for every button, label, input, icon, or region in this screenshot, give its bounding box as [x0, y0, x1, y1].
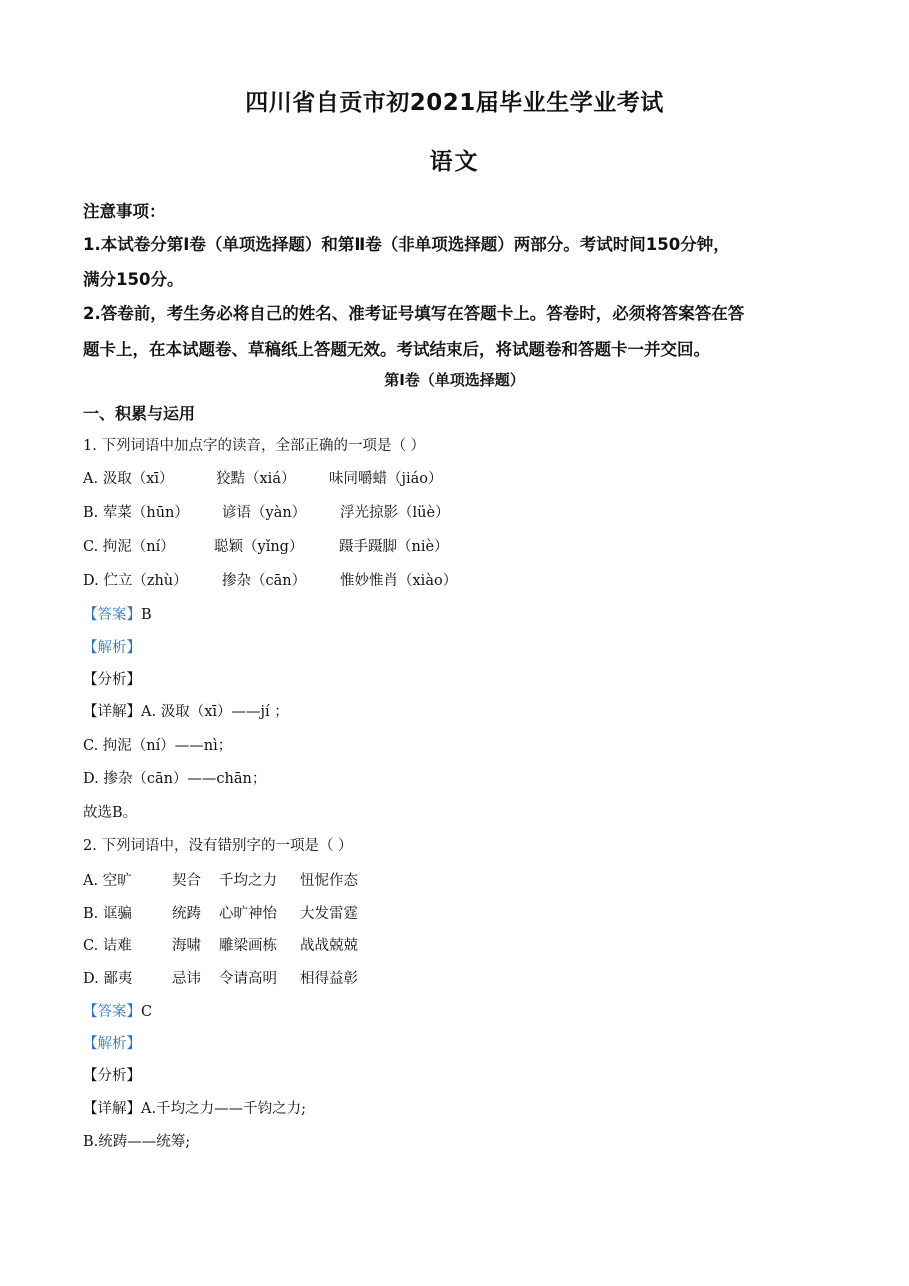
q2-option-c-w1: C. 诘难 — [83, 938, 132, 954]
q1-detail-3: D. 掺杂（cān）——chān； — [83, 771, 267, 787]
q1-fenxi: 【分析】 — [83, 672, 141, 688]
q1-option-d — [83, 569, 457, 590]
q1-detail-line1 — [83, 700, 289, 721]
q2-option-d-w1: D. 鄙夷 — [83, 971, 133, 987]
q1-option-b-w2: 谚语（yàn） — [222, 505, 307, 521]
subject-title: 语文 — [429, 149, 480, 175]
q2-option-c — [83, 934, 358, 955]
q2-option-d-w2: 忌讳 — [172, 971, 201, 987]
q1-detail-1: A. 汲取（xī）——jí ； — [141, 704, 289, 720]
q2-option-a-w1: A. 空旷 — [83, 873, 132, 889]
q1-option-d-w3: 惟妙惟肖（xiào） — [340, 573, 458, 589]
q2-analysis-tag: 【解析】 — [83, 1036, 141, 1052]
notice-item2-line1: 2.答卷前，考生务必将自己的姓名、准考证号填写在答题卡上。答卷时，必须将答案答在答 — [83, 304, 745, 323]
q1-option-d-w2: 掺杂（cān） — [222, 573, 307, 589]
q1-option-a-w2: 狡黠（xiá） — [216, 471, 296, 487]
q2-option-d — [83, 967, 358, 988]
q2-option-c-w3: 雕梁画栋 — [219, 938, 277, 954]
q2-detail-1: A.千均之力——千钧之力; — [141, 1101, 306, 1117]
q1-answer — [83, 603, 152, 624]
q1-detail-2: C. 拘泥（ní）——nì； — [83, 738, 233, 754]
exam-title: 四川省自贡市初2021届毕业生学业考试 — [245, 90, 664, 116]
notice-item1-line1: 1.本试卷分第Ⅰ卷（单项选择题）和第Ⅱ卷（非单项选择题）两部分。考试时间150分钟， — [83, 235, 730, 254]
q1-option-b-w3: 浮光掠影（lüè） — [340, 505, 450, 521]
q2-stem: 2. 下列词语中，没有错别字的一项是（ ） — [83, 838, 353, 854]
q1-option-d-w1: D. 伫立（zhù） — [83, 573, 188, 589]
q2-detail-2: B.统踌——统筹; — [83, 1134, 191, 1150]
q1-stem: 1. 下列词语中加点字的读音，全部正确的一项是（ ） — [83, 438, 426, 454]
q1-option-a — [83, 467, 443, 488]
q1-option-a-w3: 味同嚼蜡（jiáo） — [329, 471, 443, 487]
q1-conclusion: 故选B。 — [83, 805, 138, 821]
q1-option-b-w1: B. 荤菜（hūn） — [83, 505, 189, 521]
notice-heading: 注意事项： — [83, 202, 166, 221]
q1-detail-tag: 【详解】 — [83, 704, 141, 720]
notice-item2-line2: 题卡上，在本试题卷、草稿纸上答题无效。考试结束后，将试题卷和答题卡一并交回。 — [83, 340, 710, 359]
q1-option-c-w3: 蹑手蹑脚（niè） — [339, 539, 449, 555]
q1-option-a-w1: A. 汲取（xī） — [83, 471, 174, 487]
q1-option-c-w1: C. 拘泥（ní） — [83, 539, 175, 555]
q1-answer-value: B — [141, 607, 152, 623]
q2-option-b — [83, 902, 358, 923]
q1-option-c — [83, 535, 449, 556]
q1-option-b — [83, 501, 450, 522]
q2-option-c-w4: 战战兢兢 — [300, 938, 358, 954]
q2-option-b-w4: 大发雷霆 — [300, 906, 358, 922]
q2-option-c-w2: 海啸 — [172, 938, 201, 954]
q2-option-a-w2: 契合 — [172, 873, 201, 889]
q2-option-b-w2: 统踌 — [172, 906, 201, 922]
q2-fenxi: 【分析】 — [83, 1068, 141, 1084]
q2-option-d-w3: 令请高明 — [219, 971, 277, 987]
q2-option-a-w4: 忸怩作态 — [300, 873, 358, 889]
q2-detail-tag: 【详解】 — [83, 1101, 141, 1117]
volume-heading: 第Ⅰ卷（单项选择题） — [384, 371, 525, 389]
q2-answer-tag: 【答案】 — [83, 1004, 141, 1020]
q2-option-d-w4: 相得益彰 — [300, 971, 358, 987]
notice-item1-line2: 满分150分。 — [83, 270, 184, 289]
q1-answer-tag: 【答案】 — [83, 607, 141, 623]
q1-option-c-w2: 聪颖（yǐng） — [214, 539, 304, 555]
q2-detail-line1 — [83, 1097, 306, 1118]
q2-answer — [83, 1000, 152, 1021]
q2-option-b-w1: B. 诓骗 — [83, 906, 132, 922]
q1-analysis-tag: 【解析】 — [83, 640, 141, 656]
q2-option-a — [83, 869, 358, 890]
part-heading: 一、积累与运用 — [83, 404, 196, 423]
q2-answer-value: C — [141, 1004, 153, 1020]
q2-option-b-w3: 心旷神怡 — [219, 906, 277, 922]
q2-option-a-w3: 千均之力 — [219, 873, 277, 889]
